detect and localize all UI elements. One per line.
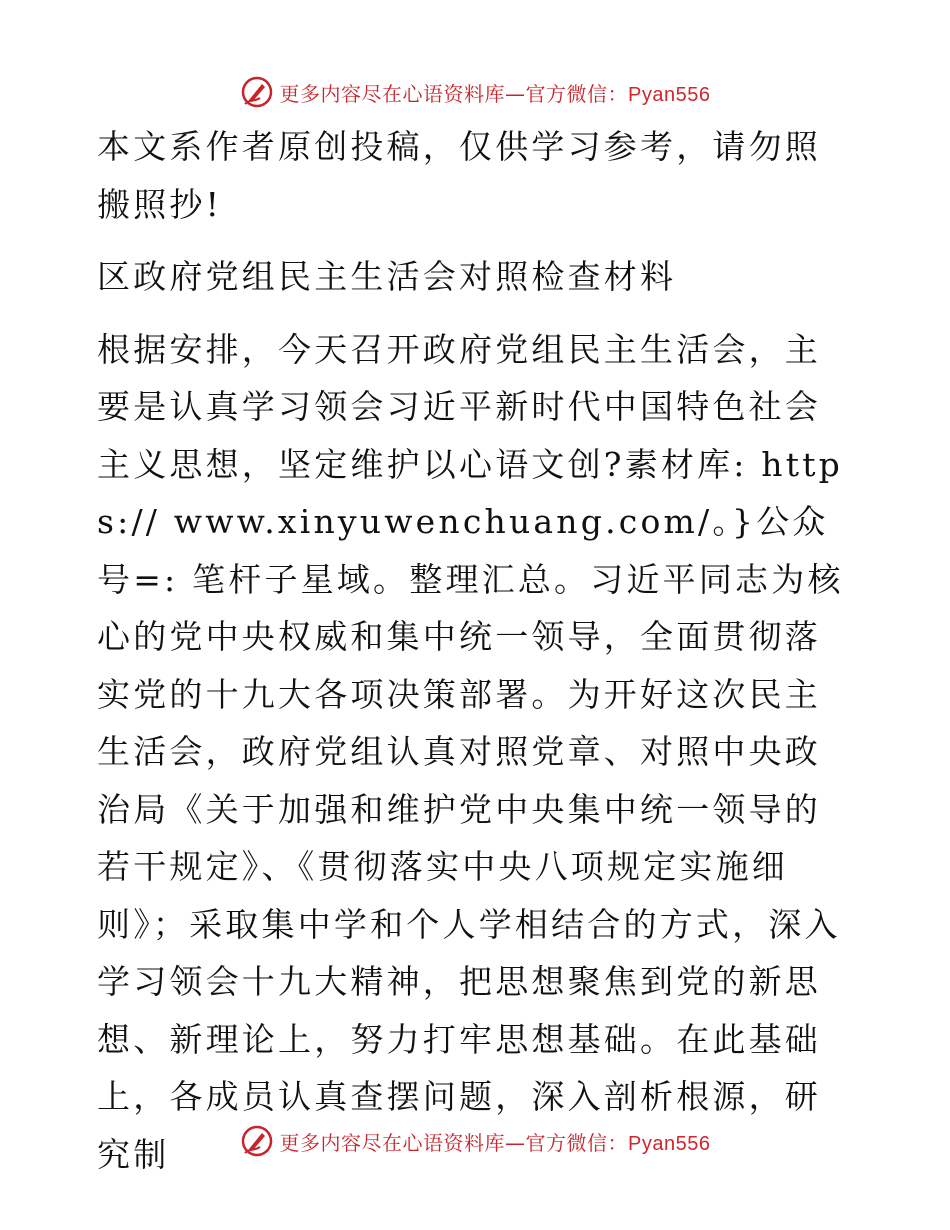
copyright-notice: 本文系作者原创投稿，仅供学习参考，请勿照搬照抄! [97, 127, 821, 224]
quill-pen-logo-icon [240, 1124, 274, 1158]
watermark-text: 更多内容尽在心语资料库—官方微信：Pyan556 [279, 1130, 711, 1155]
watermark-banner-top [0, 72, 950, 112]
watermark-text: 更多内容尽在心语资料库—官方微信：Pyan556 [279, 81, 711, 106]
watermark-banner-bottom [0, 1121, 950, 1161]
body-paragraph: 根据安排，今天召开政府党组民主生活会，主要是认真学习领会习近平新时代中国特色社会主义思想，坚定维护以心语文创?素材库: https:// www.xinyuwenchuang.com/。}公众号=: 笔杆子星域。整理汇总。习近平同志为核心的党中央权威和集中统一领导，全面贯彻落实党的十九大各项决策部署。为开好这次民主生活会，政府党组认真对照党章、对照中央政治局《关于加强和维护党中央集中统一领导的若干规定》、《贯彻落实中央八项规定实施细则》；采取集中学和个人学相结合的方式，深入学习领会十九大精神，把思想聚焦到党的新思想、新理论上，努力打牢思想基础。在此基础上，各成员认真查摆问题，深入剖析根源，研究制 [97, 329, 844, 1174]
document-body [97, 118, 857, 1183]
wechat-id: Pyan556 [628, 1132, 711, 1155]
quill-pen-logo-icon [240, 75, 274, 109]
document-title: 区政府党组民主生活会对照检查材料 [97, 257, 677, 296]
wechat-id: Pyan556 [628, 83, 711, 106]
